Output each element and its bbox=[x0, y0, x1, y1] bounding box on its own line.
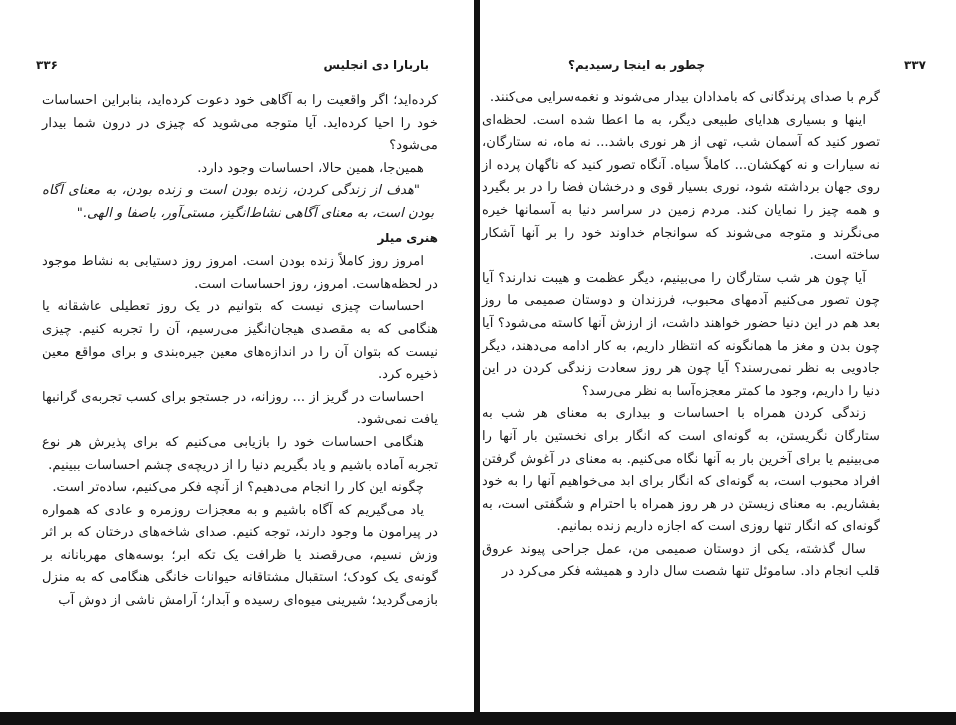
left-page-header bbox=[36, 58, 429, 78]
paragraph: آیا چون هر شب ستارگان را می‌بینیم، دیگر عظمت و هیبت ندارند؟ آیا چون تصور می‌کنیم آدمهای محبوب، فرزندان و دوستان صمیمی ما روز بعد هم در این دنیا حضور خواهند داشت، از ارزش آنها کاسته می‌شود؟ آیا چون بدن و مغز ما همانگونه که انتظار داریم، به کار ادامه می‌دهند، دیگر جادویی به نظر نمی‌رسند؟ آیا چون هر روز سعادت زندگی کردن در این دنیا را داریم، وجود ما کمتر معجزه‌آسا به نظر می‌رسد؟ bbox=[482, 270, 880, 399]
left-page-body bbox=[42, 90, 438, 613]
paragraph: گرم با صدای پرندگانی که بامدادان بیدار می‌شوند و نغمه‌سرایی می‌کنند. bbox=[489, 90, 880, 105]
paragraph: همین‌جا، همین حالا، احساسات وجود دارد. bbox=[197, 160, 424, 176]
paragraph: یاد می‌گیریم که آگاه باشیم و به معجزات روزمره و عادی که همواره در پیرامون ما وجود دارند، توجه کنیم. صدای شاخه‌های درختان که بر اثر وزش نسیم، می‌رقصند یا ظرافت یک تکه ابر؛ بوسه‌های مهربانانه بر گونه‌ی یک کودک؛ استقبال مشتاقانه حیوانات خانگی هنگامی که به منزل بازمی‌گردید؛ شیرینی میوه‌ای رسیده و آبدار؛ آرامش ناشی از دوش آب bbox=[42, 502, 438, 609]
paragraph: هنگامی احساسات خود را بازیابی می‌کنیم که برای پذیرش هر نوع تجربه آماده باشیم و یاد بگیریم دنیا را از دریچه‌ی چشم احساسات ببینیم. bbox=[42, 434, 438, 473]
right-running-title: چطور به اینجا رسیدیم؟ bbox=[568, 58, 706, 72]
paragraph: اینها و بسیاری هدایای طبیعی دیگر، به ما اعطا شده است. لحظه‌ای تصور کنید که آسمان شب، تهی از هر نوری باشد... نه ماه، نه ستارگان، نه سیارات و نه کهکشان... کاملاً سیاه. آنگاه تصور کنید که ناگهان پرده از روی جهان برداشته شود، نوری بسیار قوی و درخشان فضا را در بر بگیرد و همه چیز را نمایان کند. مردم زمین در سراسر دنیا به آسمانها خیره می‌نگرند و متوجه می‌شوند که سوانجام خداوند خود را بر آنها آشکار ساخته است. bbox=[482, 112, 880, 264]
left-page bbox=[0, 0, 474, 712]
quote-attribution: هنری میلر bbox=[377, 230, 438, 245]
paragraph: امروز روز کاملاً زنده بودن است. امروز روز دستیابی به نشاط موجود در لحظه‌هاست. امروز، روز احساسات است. bbox=[42, 254, 438, 292]
paragraph: احساسات چیزی نیست که بتوانیم در یک روز تعطیلی عاشقانه یا هنگامی که به مقصدی هیجان‌انگیز می‌رسیم، آن را تجربه کنیم. چیزی نیست که بتوان آن را در اندازه‌های معین جیره‌بندی و برای مواقع معین ذخیره کرد. bbox=[42, 299, 438, 383]
left-page-number: ۳۳۶ bbox=[36, 58, 58, 72]
paragraph: چگونه این کار را انجام می‌دهیم؟ از آنچه فکر می‌کنیم، ساده‌تر است. bbox=[52, 480, 424, 496]
paragraph: زندگی کردن همراه با احساسات و بیداری به معنای هر شب به ستارگان نگریستن، به گونه‌ای است که انگار برای نخستین بار آنها را می‌بینیم یا برای آخرین بار به آنها نگاه می‌کنیم. به معنای در آغوش گرفتن افراد محبوب است، به گونه‌ای که انگار برای ابد می‌خواهیم آنها را به خود بفشاریم. به معنای زیستن در هر روز همراه با احترام و شگفتی است، به گونه‌ای که انگار تنها روزی است که اجازه داریم زنده بمانیم. bbox=[482, 406, 880, 535]
paragraph: احساسات در گریز از ... روزانه، در جستجو برای کسب تجربه‌ی گرانبها یافت نمی‌شود. bbox=[42, 389, 438, 428]
right-page bbox=[480, 0, 956, 712]
paragraph: کرده‌اید؛ اگر واقعیت را به آگاهی خود دعوت کرده‌اید، بنابراین احساسات خود را احیا کرده‌اید. آیا متوجه می‌شوید که چیزی در درون شما بیدار می‌شود؟ bbox=[42, 93, 438, 154]
scan-bottom-edge bbox=[0, 712, 956, 725]
right-page-body bbox=[482, 87, 880, 584]
right-page-number: ۳۳۷ bbox=[904, 58, 926, 72]
paragraph: سال گذشته، یکی از دوستان صمیمی من، عمل جراحی پیوند عروق قلب انجام داد. ساموئل تنها شصت سال دارد و همیشه فکر می‌کرد در bbox=[482, 541, 880, 580]
quotation: "هدف از زندگی کردن، زنده بودن است و زنده بودن، به معنای آگاه بودن است، به معنای آگاهی نشاط‌انگیز، مستی‌آور، باصفا و الهی." bbox=[42, 183, 434, 221]
left-running-title: باربارا دی انجلیس bbox=[323, 58, 429, 72]
right-page-header bbox=[568, 58, 926, 78]
